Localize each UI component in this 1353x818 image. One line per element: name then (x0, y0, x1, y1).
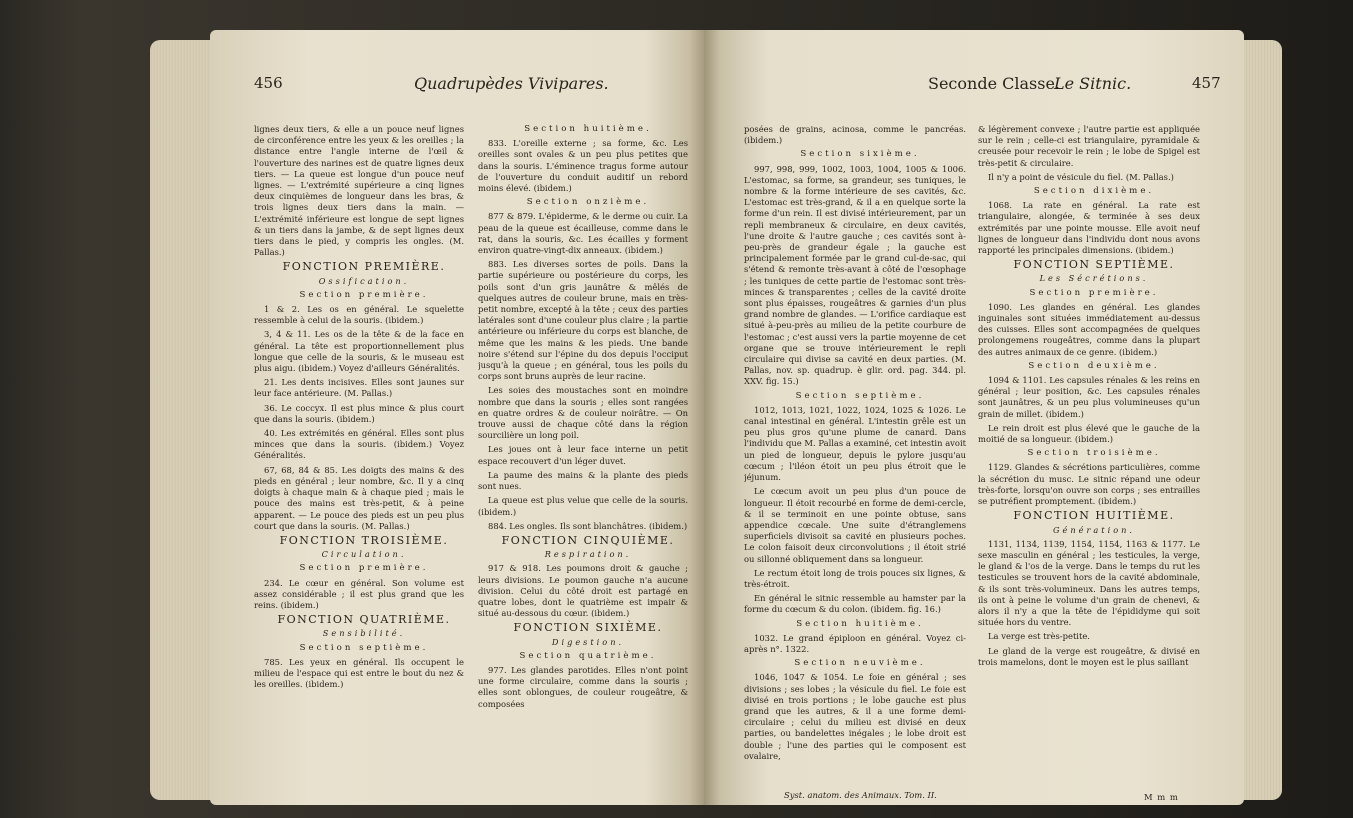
paragraph: 21. Les dents incisives. Elles sont jaunes sur leur face antérieure. (M. Pallas.) (254, 377, 464, 399)
section-heading: Section neuvième. (794, 658, 926, 669)
right-page (704, 30, 1244, 805)
section-heading: Section septième. (299, 642, 429, 653)
subject-heading: Digestion. (551, 636, 625, 647)
left-header (254, 74, 684, 94)
section-heading: Section première. (299, 289, 429, 300)
section-heading: Section deuxième. (1028, 360, 1160, 371)
section-heading: Section troisième. (1027, 448, 1161, 459)
subject-heading: Respiration. (544, 549, 632, 560)
section-heading: Section première. (299, 563, 429, 574)
paragraph: 1046, 1047 & 1054. Le foie en général ; ses divisions ; ses lobes ; la vésicule du fiel. Le foie est divisé en trois portions ; le lobe gauche est plus grand que les autres, & il a une forme demi-circulaire ; celui du milieu est divisé en deux parties, ou bandelettes inégales ; le lobe droit est double ; l'une des parties qui le composent est ovalaire, (744, 672, 966, 761)
paragraph: & légèrement convexe ; l'autre partie est appliquée sur le rein ; celle-ci est triangulaire, pyramidale & creusée pour recevoir le rein ; le lobe de Spigel est très-petit & circulaire. (978, 124, 1200, 168)
section-heading: Section sixième. (800, 149, 920, 160)
paragraph: 234. Le cœur en général. Son volume est assez considérable ; il est plus grand que les reins. (ibidem.) (254, 577, 464, 610)
paragraph: La paume des mains & la plante des pieds sont nues. (478, 469, 688, 492)
subject-heading: Ossification. (318, 275, 410, 286)
fonction-heading: FONCTION SIXIÈME. (513, 621, 663, 635)
section-heading: Section huitième. (796, 618, 924, 629)
paragraph: 877 & 879. L'épiderme, & le derme ou cuir. La peau de la queue est écailleuse, comme dans le rat, dans la souris, &c. Les écailles y forment environ quatre-vingt-dix anneaux. (ibidem.) (478, 211, 688, 256)
paragraph: Le gland de la verge est rougeâtre, & divisé en trois mamelons, dont le moyen est le plus saillant (978, 645, 1200, 667)
left-running-title: Quadrupèdes Vivipares. (414, 74, 609, 93)
section-heading: Section quatrième. (519, 650, 657, 661)
right-page-edges (1242, 40, 1282, 800)
paragraph: La verge est très-petite. (988, 631, 1090, 642)
paragraph: Les soies des moustaches sont en moindre nombre que dans la souris ; elles sont rangées en quatre ordres & de couleur noirâtre. — On trouve aussi de chaque côté dans la région sourcilière un long poil. (478, 385, 688, 441)
paragraph: 785. Les yeux en général. Ils occupent le milieu de l'espace qui est entre le bout du nez & les oreilles. (ibidem.) (254, 656, 464, 690)
left-page-number: 456 (254, 74, 283, 92)
section-heading: Section dixième. (1033, 186, 1155, 197)
subject-heading: Les Sécrétions. (1039, 273, 1149, 284)
paragraph: 1131, 1134, 1139, 1154, 1154, 1163 & 1177. Le sexe masculin en général ; les testicules, la verge, le gland & l'os de la verge. Dans le temps du rut les testicules se trouvent hors de la cavité abdominale, & ils sont très-volumineux. Dans les autres temps, ils ont à peine le volume d'un grain de chenevi, & alors il n'y a que la tête de l'épididyme qui soit située hors du ventre. (978, 538, 1200, 628)
paragraph: Le rein droit est plus élevé que le gauche de la moitié de sa longueur. (ibidem.) (978, 422, 1200, 445)
paragraph: 67, 68, 84 & 85. Les doigts des mains & des pieds en général ; leur nombre, &c. Il y a cinq doigts à chaque main & à chaque pied ; mais le pouce des mains est très-petit, & à peine apparent. — Le pouce des pieds est un peu plus court que dans la souris. (M. Pallas.) (254, 464, 464, 531)
paragraph: 1 & 2. Les os en général. Le squelette ressemble à celui de la souris. (ibidem.) (254, 304, 464, 326)
subject-heading: Sensibilité. (322, 628, 406, 639)
paragraph: 997, 998, 999, 1002, 1003, 1004, 1005 & 1006. L'estomac, sa forme, sa grandeur, ses tuniques, le nombre & la forme intérieure de ses cavités, &c. L'estomac est très-grand, & il a en quelque sorte la forme d'un rein. Il est divisé intérieurement, par un repli membraneux & circulaire, en deux cavités, l'une droite & l'autre gauche ; ces cavités sont à-peu-près de grandeur égale ; la gauche est principalement formée par le grand cul-de-sac, qui s'étend & remonte très-avant à côté de l'œsophage ; les tuniques de cette partie de l'estomac sont très-minces & transparentes ; celles de la cavité droite sont plus épaisses, rougeâtres & garnies d'un plus grand nombre de glandes. — L'orifice cardiaque est situé à-peu-près au milieu de la petite courbure de l'estomac ; c'est aussi vers la partie moyenne de cet organe que se trouve intérieurement le repli circulaire qui divise sa cavité en deux parties. (M. Pallas, nov. sp. quadrup. è glir. ord. pag. 344. pl. XXV. fig. 15.) (744, 163, 966, 387)
fonction-heading: FONCTION QUATRIÈME. (277, 613, 451, 627)
section-heading: Section septième. (795, 390, 925, 401)
paragraph: Le rectum étoit long de trois pouces six lignes, & très-étroit. (744, 567, 966, 589)
right-running-title-a: Seconde Classe. (928, 74, 1060, 93)
subject-heading: Circulation. (321, 549, 407, 560)
section-heading: Section première. (1029, 287, 1159, 298)
paragraph: 1090. Les glandes en général. Les glandes inguinales sont situées immédiatement au-dessus des cuisses. Elles sont accompagnées de quelques prolongemens rougeâtres, comme dans la plupart des autres animaux de ce genre. (ibidem.) (978, 301, 1200, 357)
paragraph: 883. Les diverses sortes de poils. Dans la partie supérieure ou postérieure du corps, les poils sont d'un gris jaunâtre & mêlés de quelques autres de couleur brune, mais en très-petit nombre, excepté à la tête ; ceux des parties latérales sont d'une couleur plus claire ; la partie antérieure ou inférieure du corps est blanche, de même que les mains & les pieds. Une bande noire s'étend sur l'épine du dos depuis l'occiput jusqu'à la queue ; en général, tous les poils du corps sont bruns auprès de leur racine. (478, 259, 688, 382)
right-page-number: 457 (1192, 74, 1221, 92)
fonction-heading: FONCTION SEPTIÈME. (1013, 258, 1175, 272)
paragraph: 917 & 918. Les poumons droit & gauche ; leurs divisions. Le poumon gauche n'a aucune division. Celui du côté droit est partagé en quatre lobes, dont le quatrième est impair & situé au-dessous du cœur. (ibidem.) (478, 563, 688, 619)
signature-mark: M m m (1144, 792, 1179, 802)
paragraph: Les joues ont à leur face interne un petit espace recouvert d'un léger duvet. (478, 444, 688, 466)
paragraph: 1012, 1013, 1021, 1022, 1024, 1025 & 1026. Le canal intestinal en général. L'intestin grêle est un peu plus gros qu'une plume de canard. Dans l'individu que M. Pallas a examiné, cet intestin avoit un pied de longueur, depuis le pylore jusqu'au cœcum ; l'iléon étoit un peu plus étroit que le jéjunum. (744, 404, 966, 483)
paragraph: Il n'y a point de vésicule du fiel. (M. Pallas.) (988, 171, 1174, 182)
section-heading: Section huitième. (524, 124, 652, 134)
fonction-heading: FONCTION PREMIÈRE. (282, 260, 446, 274)
right-header (744, 74, 1224, 94)
subject-heading: Génération. (1052, 524, 1135, 535)
paragraph: 1032. Le grand épiploon en général. Voyez ci-après n°. 1322. (744, 632, 966, 654)
left-page-edges (150, 40, 212, 800)
fonction-heading: FONCTION CINQUIÈME. (501, 533, 675, 547)
left-column-1 (254, 124, 464, 805)
paragraph: 40. Les extrémités en général. Elles sont plus minces que dans la souris. (ibidem.) Voyez Généralités. (254, 428, 464, 461)
paragraph: 884. Les ongles. Ils sont blanchâtres. (ibidem.) (488, 520, 688, 531)
paragraph: 1129. Glandes & sécrétions particulières, comme la sécrétion du musc. Le sitnic répand une odeur très-forte, lorsqu'on ouvre son corps ; ses entrailles se putréfient promptement. (ibidem.) (978, 462, 1200, 507)
right-column-1 (744, 124, 966, 784)
paragraph: 1094 & 1101. Les capsules rénales & les reins en général ; leur position, &c. Les capsules rénales sont jaunâtres, & un peu plus volumineuses qu'un grain de millet. (ibidem.) (978, 375, 1200, 419)
paragraph: 1068. La rate en général. La rate est triangulaire, alongée, & terminée à ses deux extrémités par une pointe mousse. Elle avoit neuf lignes de longueur dans l'individu dont nous avons rapporté les principales dimensions. (ibidem.) (978, 200, 1200, 256)
paragraph: En général le sitnic ressemble au hamster par la forme du cœcum & du colon. (ibidem. fig. 16.) (744, 593, 966, 615)
paragraph: 977. Les glandes parotides. Elles n'ont point une forme circulaire, comme dans la souris ; elles sont oblongues, de couleur rougeâtre, & composées (478, 664, 688, 709)
paragraph: 3, 4 & 11. Les os de la tête & de la face en général. La tête est proportionnellement plus longue que celle de la souris, & le museau est plus aigu. (ibidem.) Voyez d'ailleurs Généralités. (254, 329, 464, 374)
paragraph: La queue est plus velue que celle de la souris. (ibidem.) (478, 495, 688, 517)
fonction-heading: FONCTION TROISIÈME. (279, 533, 449, 547)
fonction-heading: FONCTION HUITIÈME. (1013, 509, 1175, 523)
right-column-2 (978, 124, 1200, 805)
paragraph: lignes deux tiers, & elle a un pouce neuf lignes de circonférence entre les yeux & les oreilles ; la distance entre l'angle interne de l'œil & l'ouverture des narines est de quatre lignes deux tiers. — La queue est longue d'un pouce neuf lignes. — L'extrémité supérieure a cinq lignes deux cinquièmes de longueur dans les bras, & trois lignes deux tiers dans la main. — L'extrémité inférieure est longue de sept lignes & un tiers dans la jambe, & de sept lignes deux tiers dans le pied, y compris les ongles. (M. Pallas.) (254, 124, 464, 258)
paragraph: 36. Le coccyx. Il est plus mince & plus court que dans la souris. (ibidem.) (254, 402, 464, 424)
left-column-2 (478, 124, 688, 805)
left-page (210, 30, 704, 805)
right-footer: Syst. anatom. des Animaux. Tom. II. (784, 790, 937, 800)
paragraph: posées de grains, acinosa, comme le pancréas. (ibidem.) (744, 124, 966, 146)
paragraph: 833. L'oreille externe ; sa forme, &c. Les oreilles sont ovales & un peu plus petites que dans la souris. L'éminence tragus forme autour de l'ouverture du conduit auditif un rebord moins élevé. (ibidem.) (478, 138, 688, 194)
section-heading: Section onzième. (526, 197, 650, 208)
right-running-title-b: Le Sitnic. (1054, 74, 1132, 93)
paragraph: Le cœcum avoit un peu plus d'un pouce de longueur. Il étoit recourbé en forme de demi-cercle, & il se terminoit en une pointe obtuse, sans appendice cœcale. Une suite d'étranglemens superficiels divisoit sa cavité en plusieurs poches. Le colon faisoit deux circonvolutions ; il étoit strié ou sillonné obliquement dans sa longueur. (744, 486, 966, 564)
